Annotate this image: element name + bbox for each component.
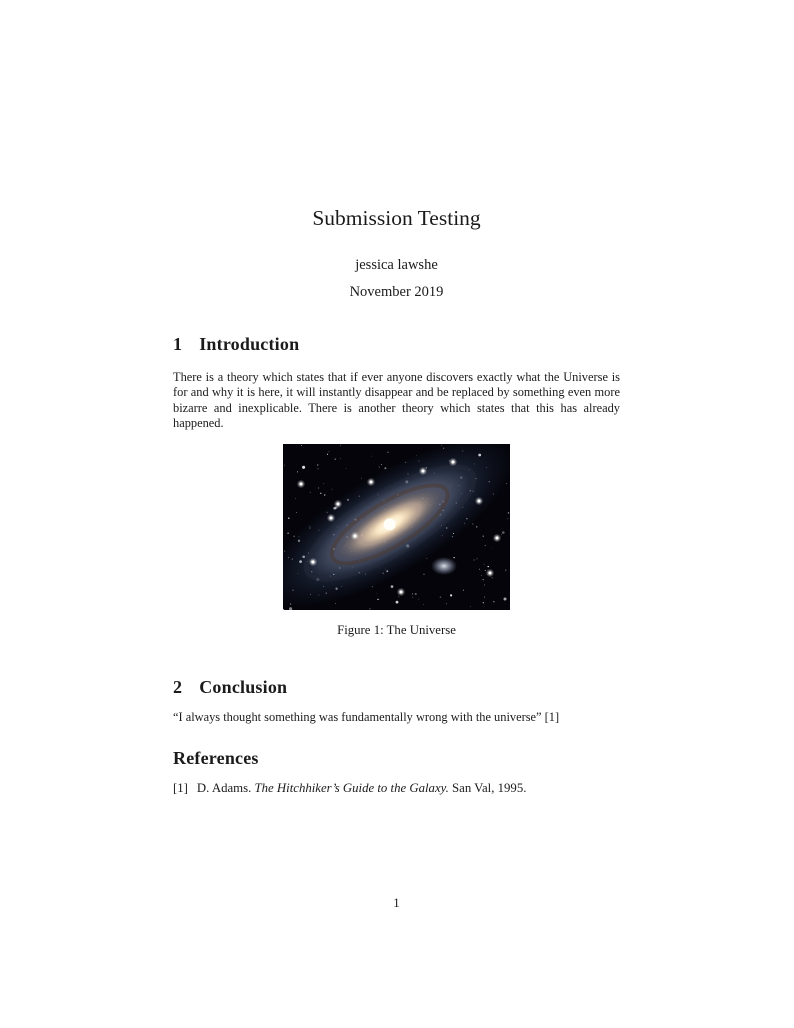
text-block (173, 0, 620, 1028)
section-title: Introduction (199, 334, 300, 354)
paper-date: November 2019 (349, 284, 444, 300)
paper-author: jessica lawshe (355, 257, 438, 273)
section-number: 2 (173, 677, 183, 697)
figure-caption: Figure 1: The Universe (337, 623, 456, 637)
universe-image (283, 444, 510, 610)
conclusion-paragraph: “I always thought something was fundamentally wrong with the universe” [1] (173, 710, 560, 724)
reference-title: The Hitchhiker’s Guide to the Galaxy. (254, 781, 449, 795)
introduction-paragraph: There is a theory which states that if ever anyone discovers exactly what the Universe is for and why it is here, it will instantly disappear and be replaced by something even more bizarre and inexplicable. There is another theory which states that this has already happened. (173, 370, 620, 430)
paper-title: Submission Testing (312, 206, 481, 230)
reference-entry (173, 781, 620, 796)
reference-label: [1] (173, 781, 188, 795)
section-heading-conclusion (173, 677, 620, 698)
references-heading: References (173, 748, 259, 768)
reference-publisher: San Val, 1995. (452, 781, 527, 795)
reference-text (197, 781, 527, 796)
section-heading-introduction (173, 334, 620, 355)
page-number: 1 (393, 896, 400, 910)
reference-authors: D. Adams. (196, 781, 252, 795)
companion-galaxy (431, 557, 457, 575)
section-title: Conclusion (199, 677, 288, 697)
section-number: 1 (173, 334, 183, 354)
